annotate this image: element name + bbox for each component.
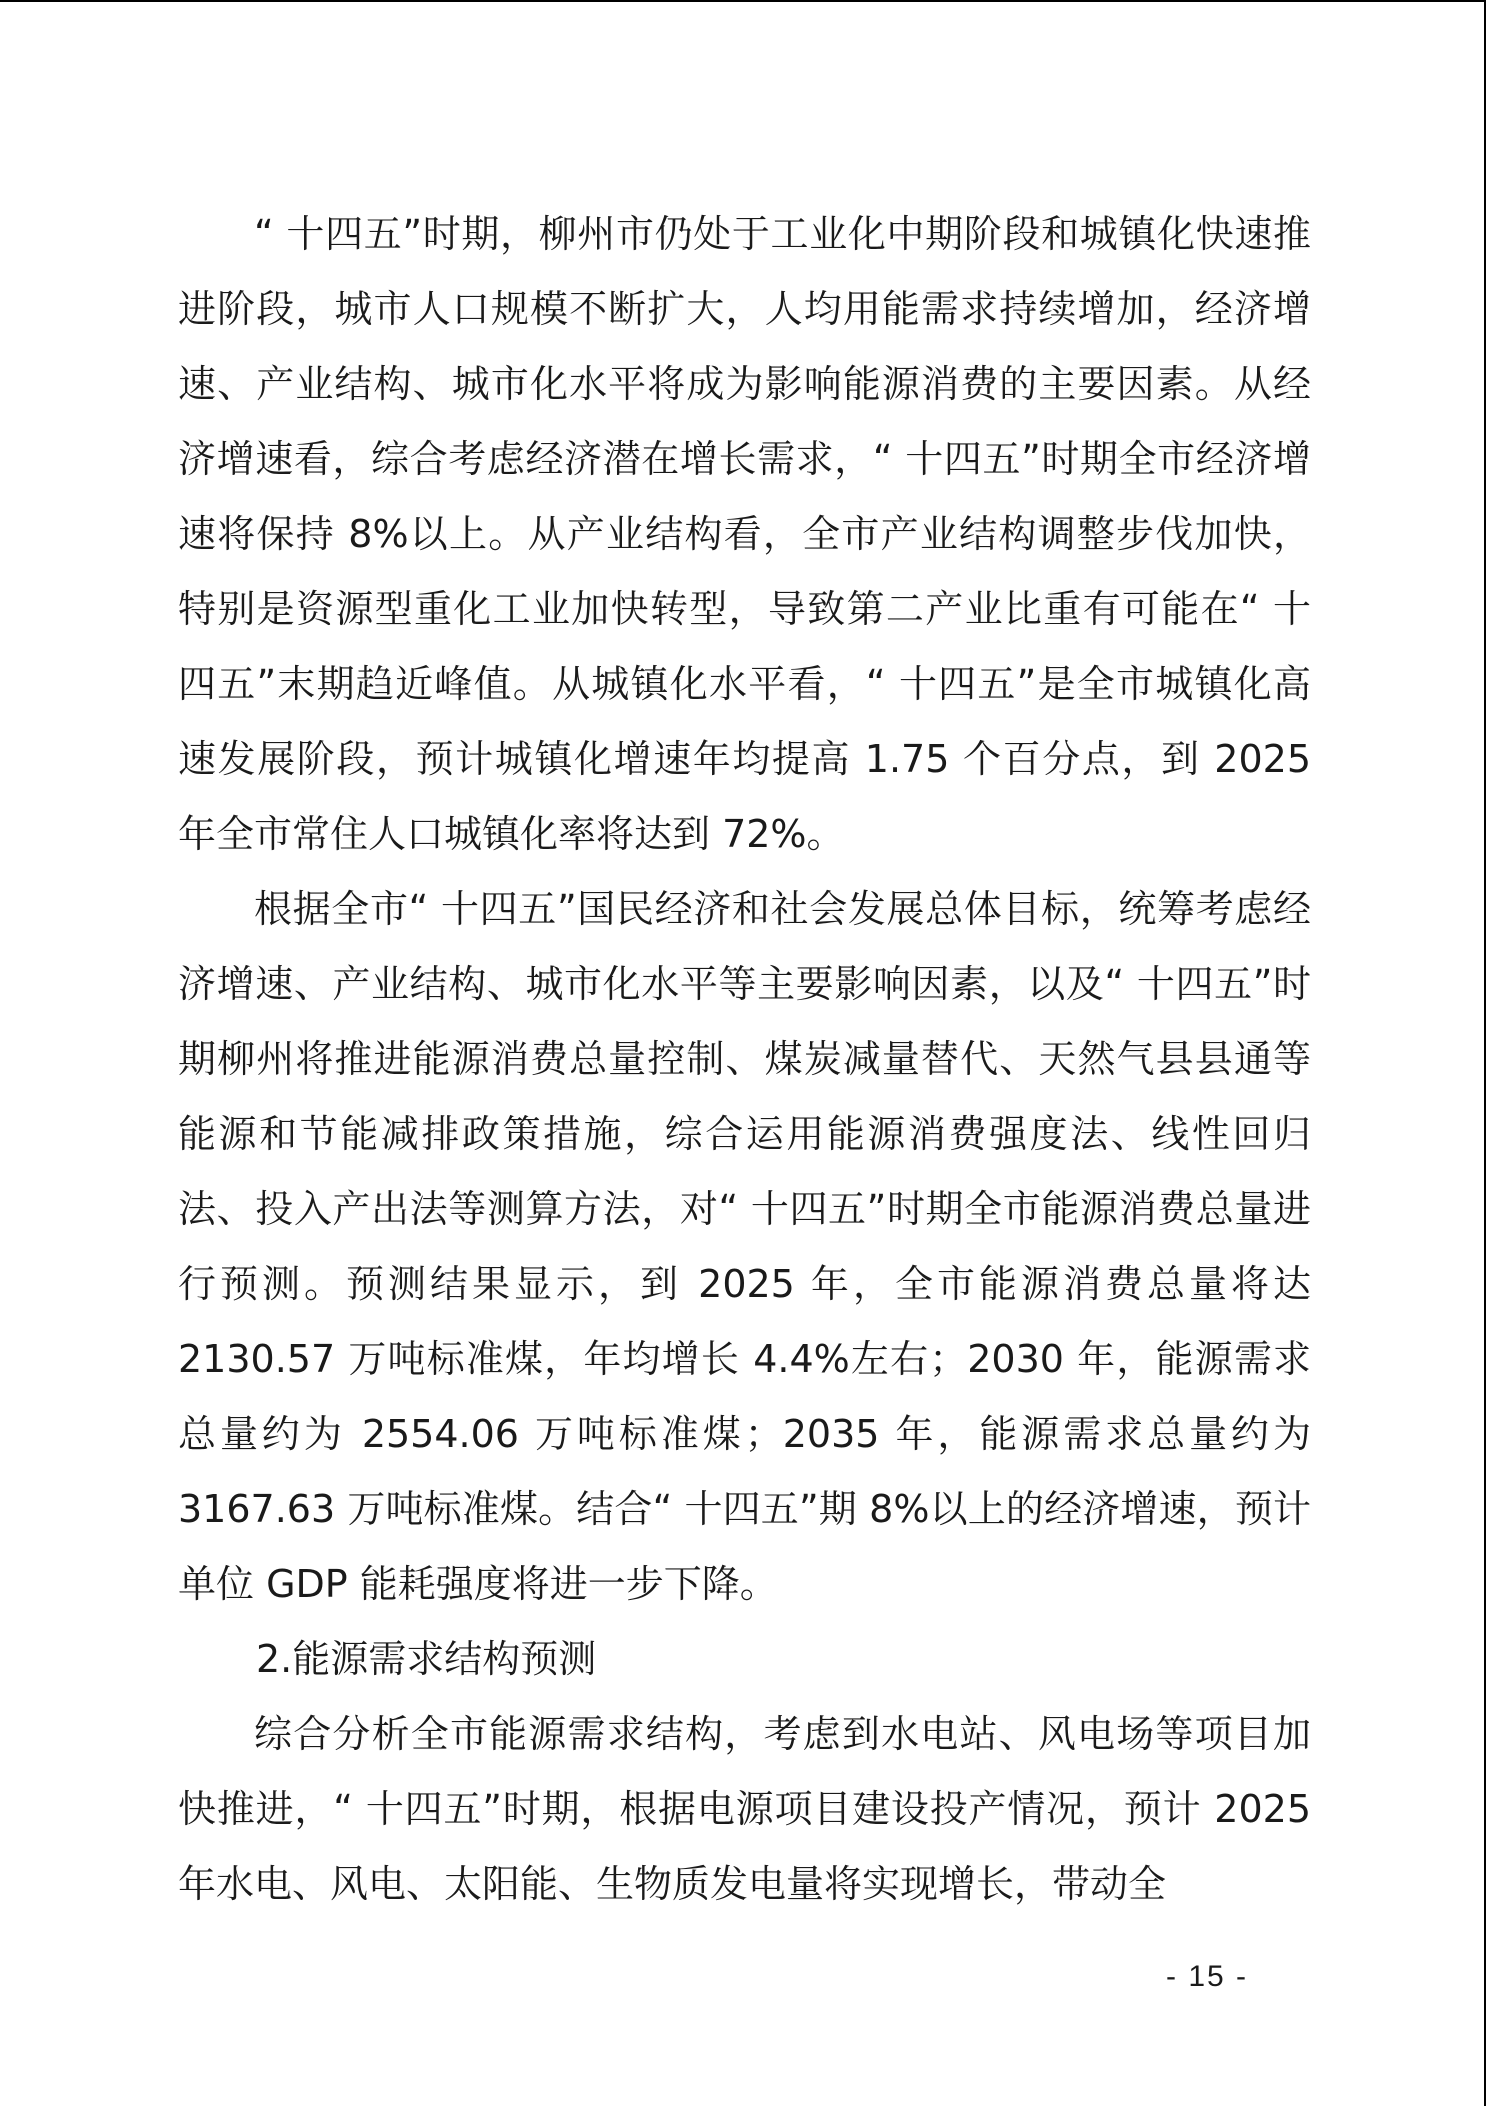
paragraph-energy-consumption-forecast: 根据全市“ 十四五”国民经济和社会发展总体目标，统筹考虑经济增速、产业结构、城市化水平等主要影响因素，以及“ 十四五”时期柳州将推进能源消费总量控制、煤炭减量替代、天然气县县通等能源和节能减排政策措施，综合运用能源消费强度法、线性回归法、投入产出法等测算方法，对“ 十四五”时期全市能源消费总量进行预测。预测结果显示，到 2025 年，全市能源消费总量将达 2130.57 万吨标准煤，年均增长 4.4%左右；2030 年，能源需求总量约为 2554.06 万吨标准煤；2035 年，能源需求总量约为 3167.63 万吨标准煤。结合“ 十四五”期 8%以上的经济增速，预计单位 GDP 能耗强度将进一步下降。 (178, 887, 1311, 1606)
section-heading: 2.能源需求结构预测 (256, 1637, 597, 1681)
paragraph-urbanization-analysis: “ 十四五”时期，柳州市仍处于工业化中期阶段和城镇化快速推进阶段，城市人口规模不断扩大，人均用能需求持续增加，经济增速、产业结构、城市化水平将成为影响能源消费的主要因素。从经济增速看，综合考虑经济潜在增长需求，“ 十四五”时期全市经济增速将保持 8%以上。从产业结构看，全市产业结构调整步伐加快，特别是资源型重化工业加快转型，导致第二产业比重有可能在“ 十四五”末期趋近峰值。从城镇化水平看，“ 十四五”是全市城镇化高速发展阶段，预计城镇化增速年均提高 1.75 个百分点，到 2025 年全市常住人口城镇化率将达到 72%。 (178, 212, 1311, 856)
page-number: - 15 - (1166, 1960, 1249, 1993)
paragraph-energy-structure: 综合分析全市能源需求结构，考虑到水电站、风电场等项目加快推进，“ 十四五”时期，根据电源项目建设投产情况，预计 2025 年水电、风电、太阳能、生物质发电量将实现增长，带动全 (178, 1712, 1311, 1906)
document-body (178, 197, 1311, 1922)
